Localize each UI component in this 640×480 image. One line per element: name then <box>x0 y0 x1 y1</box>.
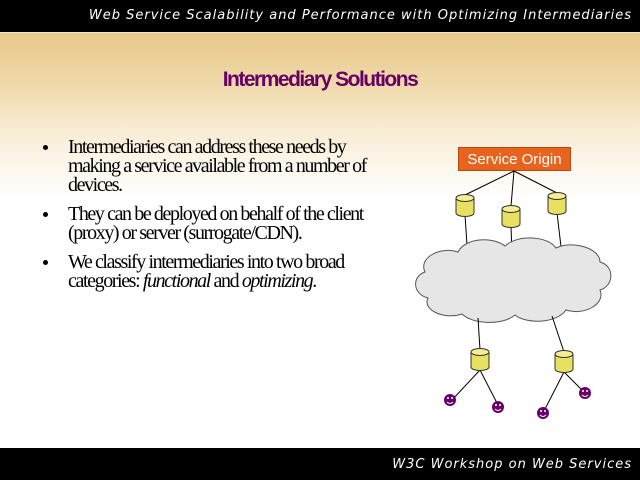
connector-line <box>511 171 514 206</box>
connector-line <box>552 316 564 352</box>
connector-line <box>480 370 498 405</box>
bullet-list <box>40 138 390 301</box>
header-bar <box>0 0 640 32</box>
smiley-icon <box>579 387 591 399</box>
service-origin-box: Service Origin <box>458 147 571 171</box>
bullet-dot <box>43 260 48 265</box>
smiley-icon <box>444 394 456 406</box>
bullet-item <box>40 138 390 195</box>
bullet-text-prefix: We classify intermediaries into two broad categories: <box>68 251 344 292</box>
bullet-emphasis-functional: functional <box>142 270 210 292</box>
smiley-icon <box>537 407 549 419</box>
footer-bar <box>0 448 640 480</box>
connector-line <box>478 318 480 350</box>
bullet-item <box>40 205 390 243</box>
bullet-item <box>40 253 390 291</box>
header-title: Web Service Scalability and Performance with Optimizing Intermediaries <box>88 8 632 23</box>
connector-line <box>452 370 480 400</box>
bullet-text-suffix: . <box>312 270 316 292</box>
slide-title: Intermediary Solutions <box>222 68 418 91</box>
smiley-icon <box>492 401 504 413</box>
bullet-text: Intermediaries can address these needs by making a service available from a number of devices. <box>68 136 366 196</box>
cloud-icon <box>416 238 611 322</box>
bullet-text: They can be deployed on behalf of the client (proxy) or server (surrogate/CDN). <box>68 203 363 244</box>
bullet-dot <box>43 145 48 150</box>
connector-line <box>544 372 564 411</box>
intermediary-diagram <box>400 170 620 430</box>
footer-text: W3C Workshop on Web Services <box>392 457 632 472</box>
bullet-dot <box>43 212 48 217</box>
server-icon <box>555 351 573 373</box>
server-icon <box>502 206 520 228</box>
connector-line <box>465 171 514 195</box>
server-icon <box>456 195 474 217</box>
bullet-emphasis-optimizing: optimizing <box>241 270 313 292</box>
bullet-text-middle: and <box>209 270 242 292</box>
connector-line <box>514 171 557 193</box>
server-icon <box>471 349 489 371</box>
server-icon <box>548 193 566 215</box>
